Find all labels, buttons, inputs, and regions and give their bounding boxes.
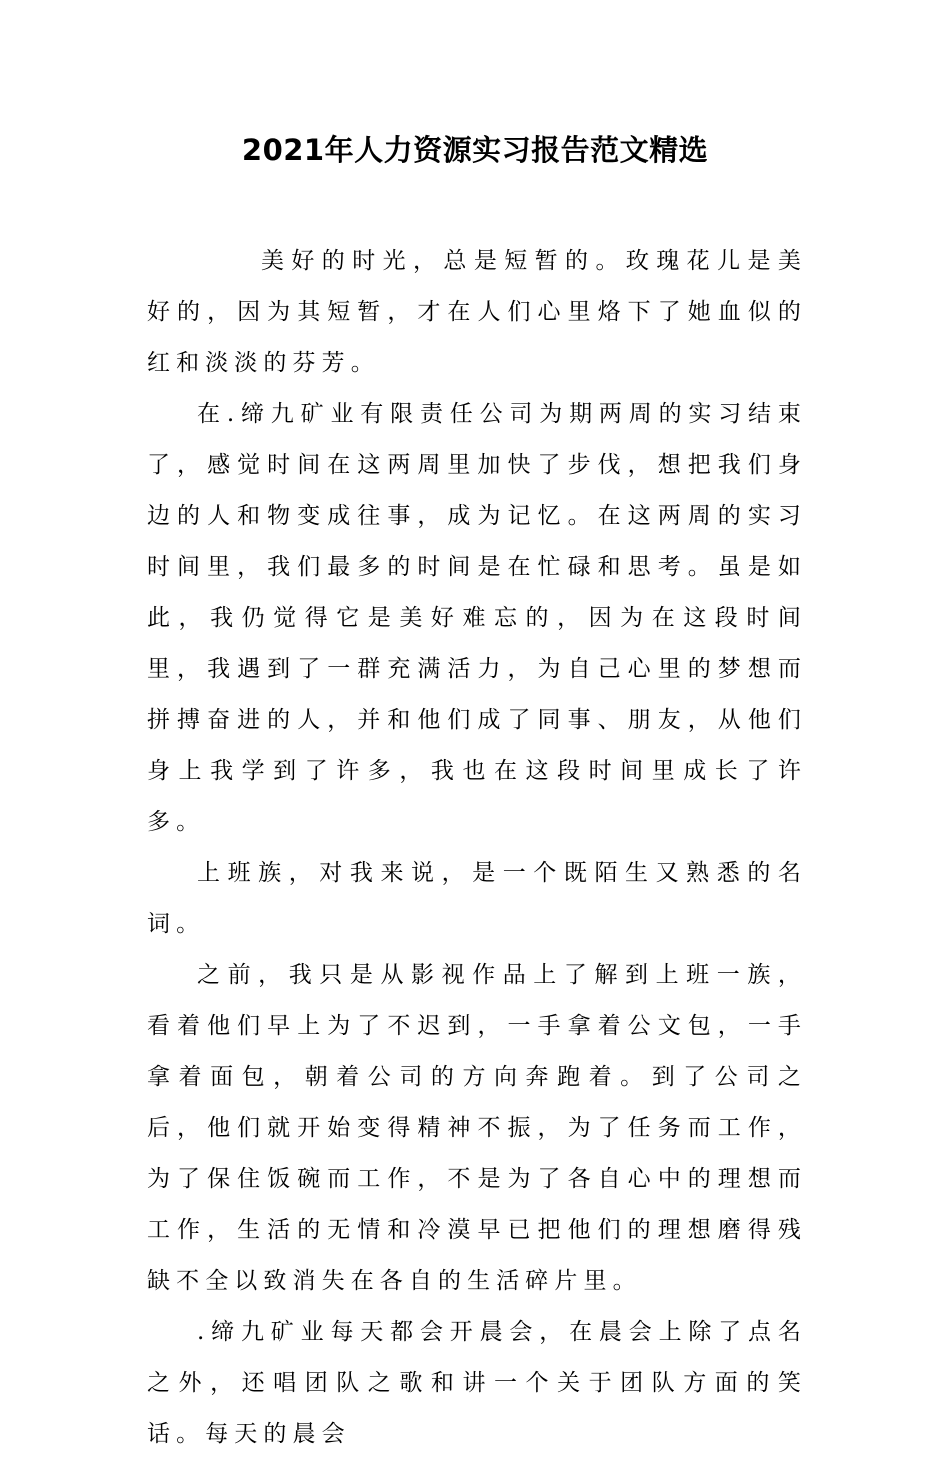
document-title: 2021年人力资源实习报告范文精选 [241, 133, 709, 167]
document-body [147, 236, 807, 1460]
paragraph-2: 在.缔九矿业有限责任公司为期两周的实习结束了，感觉时间在这两周里加快了步伐，想把我们身边的人和物变成往事，成为记忆。在这两周的实习时间里，我们最多的时间是在忙碌和思考。虽是如此，我仍觉得它是美好难忘的，因为在这段时间里，我遇到了一群充满活力，为自己心里的梦想而拼搏奋进的人，并和他们成了同事、朋友，从他们身上我学到了许多，我也在这段时间里成长了许多。 [147, 401, 807, 835]
paragraph-5: .缔九矿业每天都会开晨会，在晨会上除了点名之外，还唱团队之歌和讲一个关于团队方面的笑话。每天的晨会 [147, 1319, 807, 1447]
paragraph-1: 美好的时光，总是短暂的。玫瑰花儿是美好的，因为其短暂，才在人们心里烙下了她血似的红和淡淡的芬芳。 [147, 248, 807, 376]
paragraph-3: 上班族，对我来说，是一个既陌生又熟悉的名词。 [147, 860, 807, 937]
paragraph-4: 之前，我只是从影视作品上了解到上班一族，看着他们早上为了不迟到，一手拿着公文包，一手拿着面包，朝着公司的方向奔跑着。到了公司之后，他们就开始变得精神不振，为了任务而工作，为了保住饭碗而工作，不是为了各自心中的理想而工作，生活的无情和冷漠早已把他们的理想磨得残缺不全以致消失在各自的生活碎片里。 [147, 962, 807, 1294]
